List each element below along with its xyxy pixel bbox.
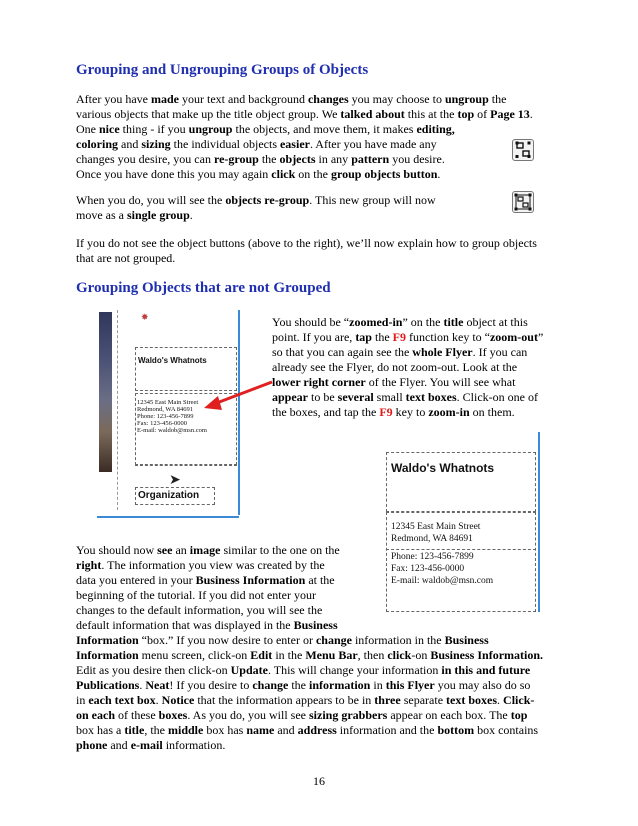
page-number: 16 <box>313 774 325 788</box>
red-arrow-icon <box>200 380 274 414</box>
flyer-screenshot-zoomed <box>386 432 542 614</box>
pushpin-icon: ✸ <box>141 312 149 322</box>
para1-line4: coloring and sizing the individual objects easier. After you have made any <box>76 137 437 151</box>
para3-line1: If you do not see the object buttons (above to the right), we’ll now explain how to group objects <box>76 236 537 250</box>
full-line3: Edit as you desire then click-on Update. This will change your information in this and future <box>76 663 531 677</box>
right-line1: You should be “zoomed-in” on the title object at this <box>272 315 528 329</box>
ungroup-objects-icon <box>512 139 534 161</box>
zoomed-info-box[interactable] <box>386 512 536 612</box>
para1-line1: After you have made your text and background changes you may choose to ungroup the <box>76 92 507 106</box>
para1-line2: various objects that make up the title object group. We talked about this at the top of Page 13. <box>76 107 533 121</box>
flyer-screenshot-small <box>97 310 245 520</box>
flyer-sidebar-image <box>99 312 112 472</box>
zoomed-title-box[interactable] <box>386 452 536 512</box>
left-line1: You should now see an image similar to the one on the <box>76 543 340 557</box>
zoomed-title-text: Waldo's Whatnots <box>391 461 495 475</box>
right-line5: lower right corner of the Flyer. You will see what <box>272 375 516 389</box>
left-line5: changes to the default information, you will see the <box>76 603 323 617</box>
flyer-title-text: Waldo's Whatnots <box>138 356 207 365</box>
full-line2: Information menu screen, click-on Edit in the Menu Bar, then click-on Business Information. <box>76 648 544 662</box>
left-line4: beginning of the tutorial. If you did not enter your <box>76 588 316 602</box>
page-edge-bottom <box>97 516 239 518</box>
left-line6: default information that was displayed in the Business <box>76 618 338 632</box>
full-line8: phone and e-mail information. <box>76 738 226 752</box>
para2-line1: When you do, you will see the objects re-group. This new group will now <box>76 193 436 207</box>
full-line1: Information “box.” If you now desire to enter or change information in the Business <box>76 633 489 647</box>
full-line5: in each text box. Notice that the information appears to be in three separate text boxes. Click- <box>76 693 535 707</box>
section-heading-grouping: Grouping and Ungrouping Groups of Objects <box>76 62 369 78</box>
box-divider <box>135 465 237 466</box>
org-logo-icon: ➤ <box>169 473 181 488</box>
flyer-info-text: 12345 East Main Street Redmond, WA 84691 Phone: 123-456-7899 Fax: 123-456-0000 E-mail: waldob@msn.com <box>137 399 207 434</box>
right-line7: the boxes, and tap the F9 key to zoom-in on them. <box>272 405 515 419</box>
full-line6: on each of these boxes. As you do, you will see sizing grabbers appear on each box. The top <box>76 708 528 722</box>
right-line4: already see the Flyer, do not zoom-out. Look at the <box>272 360 518 374</box>
guide-line <box>117 310 119 510</box>
org-text: Organization <box>138 490 200 501</box>
right-line2: point. If you are, tap the F9 function key to “zoom-out” <box>272 330 544 344</box>
section-heading-not-grouped: Grouping Objects that are not Grouped <box>76 280 331 296</box>
left-line3: data you entered in your Business Information at the <box>76 573 335 587</box>
right-line3: so that you can again see the whole Flyer. If you can <box>272 345 528 359</box>
left-line2: right. The information you view was created by the <box>76 558 325 572</box>
org-box[interactable] <box>135 487 215 505</box>
zoomed-info-text: 12345 East Main Street Redmond, WA 84691 Phone: 123-456-7899 Fax: 123-456-0000 E-mail: waldob@msn.com <box>391 522 494 586</box>
right-line6: appear to be several small text boxes. Click-on one of <box>272 390 538 404</box>
para3-line2: that are not grouped. <box>76 251 176 265</box>
para1-line3: One nice thing - if you ungroup the objects, and move them, it makes editing, <box>76 122 455 136</box>
para1-line5: changes you desire, you can re-group the objects in any pattern you desire. <box>76 152 445 166</box>
full-line7: box has a title, the middle box has name and address information and the bottom box contains <box>76 723 539 737</box>
group-objects-icon <box>512 191 534 213</box>
full-line4: Publications. Neat! If you desire to change the information in this Flyer you may also do so <box>76 678 531 692</box>
page-edge-right-zoomed <box>538 432 540 612</box>
para1-line6: Once you have done this you may again click on the group objects button. <box>76 167 441 181</box>
para2-line2: move as a single group. <box>76 208 193 222</box>
zoomed-box-divider <box>386 549 536 550</box>
